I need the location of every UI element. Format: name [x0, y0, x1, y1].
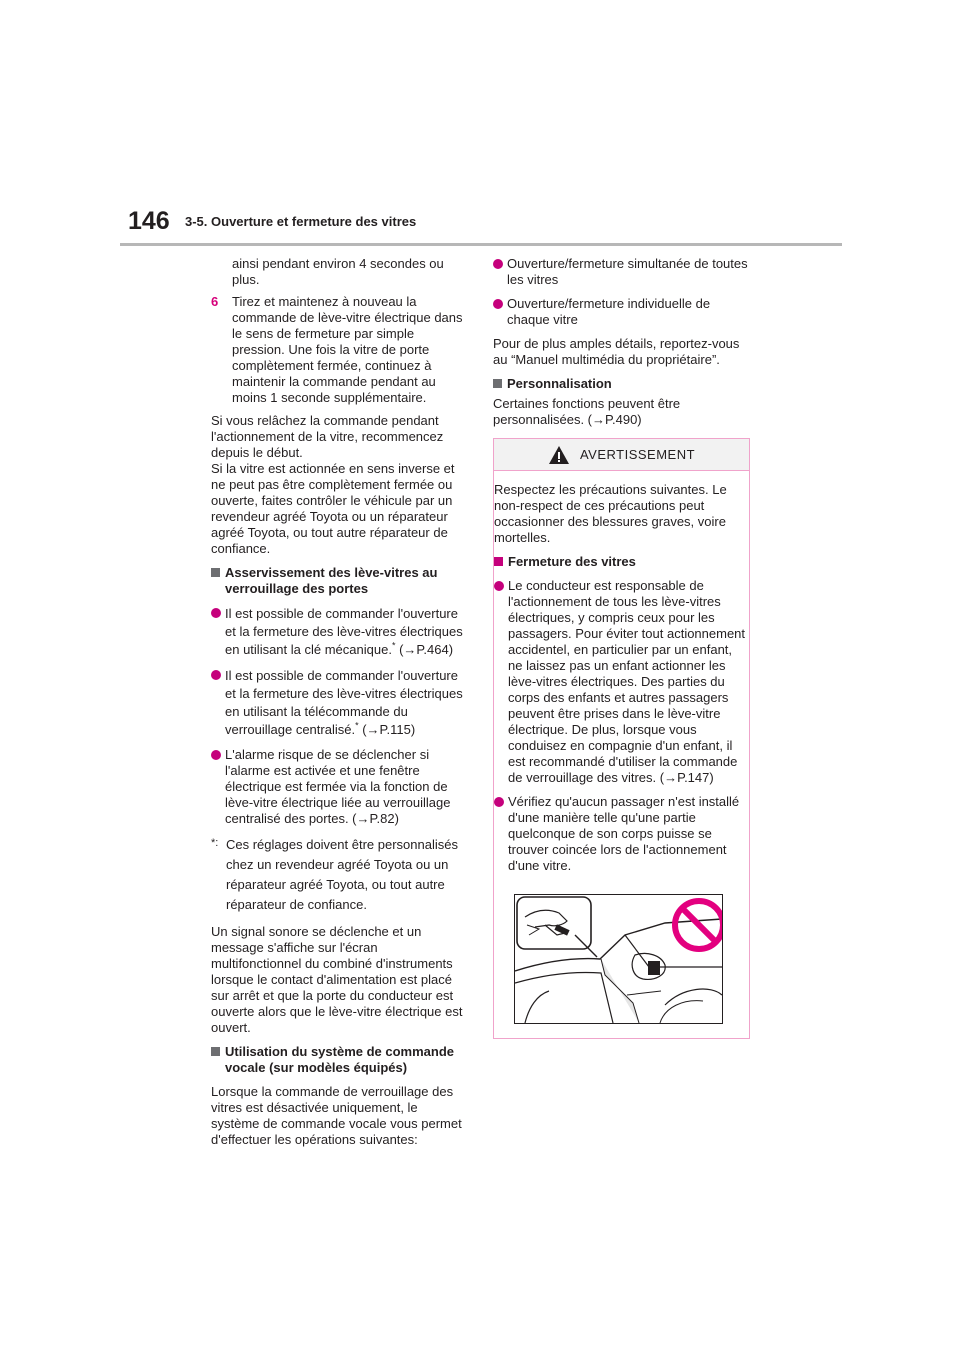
- continuation-text: ainsi pendant environ 4 secondes ou plus.: [232, 256, 444, 287]
- left-column: [211, 256, 468, 1148]
- footnote-marker: *: [355, 720, 359, 731]
- right-column: [493, 256, 753, 428]
- bullet-remote-control: Il est possible de commander l'ouverture et la fermeture des lève-vitres électriques en utilisant la télécommande du verrouillage centralisé.* (→P.115): [211, 667, 468, 739]
- bullet-all-windows: Ouverture/fermeture simultanée de toutes les vitres: [493, 256, 753, 288]
- heading-voice-control: Utilisation du système de commande vocale (sur modèles équipés): [211, 1044, 468, 1076]
- square-bullet-icon: [211, 568, 220, 577]
- circle-bullet-icon: [494, 797, 504, 807]
- warning-intro: Respectez les précautions suivantes. Le non-respect de ces précautions peut occasionner des blessures graves, voire mortelles.: [494, 482, 727, 545]
- heading-customization: Personnalisation: [493, 376, 753, 392]
- page-number: 146: [128, 207, 170, 235]
- paragraph-customization: Certaines fonctions peuvent être personnalisées. (→P.490): [493, 396, 681, 427]
- circle-bullet-icon: [211, 608, 221, 618]
- circle-bullet-icon: [493, 299, 503, 309]
- page-reference-link[interactable]: (→P.115): [362, 722, 416, 737]
- section-title: 3-5. Ouverture et fermeture des vitres: [185, 214, 417, 229]
- square-bullet-icon: [211, 1047, 220, 1056]
- footnote-marker: *:: [211, 837, 219, 849]
- bullet-each-window: Ouverture/fermeture individuelle de chaque vitre: [493, 296, 753, 328]
- circle-bullet-icon: [494, 581, 504, 591]
- step-number: 6: [211, 294, 219, 309]
- circle-bullet-icon: [493, 259, 503, 269]
- bullet-mechanical-key: Il est possible de commander l'ouverture et la fermeture des lève-vitres électriques en utilisant la clé mécanique.* (→P.464): [211, 605, 468, 659]
- heading-door-lock-link: Asservissement des lève-vitres au verrouillage des portes: [211, 565, 468, 597]
- warning-header: [494, 439, 749, 471]
- paragraph-multimedia-manual: Pour de plus amples détails, reportez-vous au “Manuel multimédia du propriétaire”.: [493, 336, 740, 367]
- step-6: [211, 294, 468, 406]
- heading-window-closing: Fermeture des vitres: [494, 554, 749, 570]
- warning-body: [494, 471, 749, 874]
- footnote-marker: *: [391, 640, 396, 651]
- header-rule: [120, 243, 842, 246]
- warning-box: [493, 438, 750, 1039]
- square-bullet-icon: [494, 557, 503, 566]
- circle-bullet-icon: [211, 670, 221, 680]
- warning-title: AVERTISSEMENT: [579, 447, 696, 462]
- warning-triangle-icon: [548, 445, 570, 465]
- car-window-drawing: [515, 895, 722, 1023]
- footnote-text: Ces réglages doivent être personnalisés chez un revendeur agréé Toyota ou un réparateur agréé Toyota, ou tout autre réparateur de confiance.: [226, 837, 458, 912]
- footnote: [211, 835, 468, 915]
- paragraph-reverse: Si la vitre est actionnée en sens inverse et ne peut pas être complètement fermée ou ouverte, faites contrôler le véhicule par un revendeur agréé Toyota ou un réparateur agréé Toyota, ou tout autre réparateur de confiance.: [211, 461, 455, 556]
- circle-bullet-icon: [211, 750, 221, 760]
- paragraph-voice-control: Lorsque la commande de verrouillage des vitres est désactivée uniquement, le système de commande vocale vous permet d'effectuer les opérations suivantes:: [211, 1084, 462, 1147]
- paragraph-release: Si vous relâchez la commande pendant l'actionnement de la vitre, recommencez depuis le début.: [211, 413, 444, 460]
- prohibition-icon: [675, 901, 722, 949]
- paragraph-buzzer: Un signal sonore se déclenche et un message s'affiche sur l'écran multifonctionnel du combiné d'instruments lorsque le contact d'alimentation est placé sur arrêt et que la porte du conducteur est ouverte alors que le lève-vitre électrique est ouvert.: [211, 924, 463, 1035]
- warning-bullet-driver: Le conducteur est responsable de l'actionnement de tous les lève-vitres électriques, y compris ceux pour les passagers. Pour éviter tout actionnement accidentel, en particulier par un enfant, ne laissez pas un enfant actionner les lève-vitres électriques. Des parties du corps des enfants et autres passagers peuvent être prises dans le lève-vitre électrique. De plus, lorsque vous conduisez en compagnie d'un enfant, il est recommandé d'utiliser la commande de verrouillage des vitres. (→P.147): [494, 578, 749, 786]
- bullet-alarm: L'alarme risque de se déclencher si l'alarme est activée et une fenêtre électrique est fermée via la fonction de lève-vitre électrique liée au verrouillage centralisé des portes. (→P.82): [211, 747, 468, 827]
- square-bullet-icon: [493, 379, 502, 388]
- page-reference-link[interactable]: (→P.464): [399, 642, 454, 657]
- step-text: Tirez et maintenez à nouveau la commande de lève-vitre électrique dans le sens de fermeture par simple pression. Une fois la vitre de porte complètement fermée, continuez à maintenir la commande pendant au moins 1 seconde supplémentaire.: [232, 294, 463, 405]
- window-safety-illustration: [514, 894, 723, 1024]
- warning-bullet-passenger: Vérifiez qu'aucun passager n'est installé d'une manière telle qu'une partie quelconque de son corps puisse se trouver coincée lors de l'actionnement d'une vitre.: [494, 794, 749, 874]
